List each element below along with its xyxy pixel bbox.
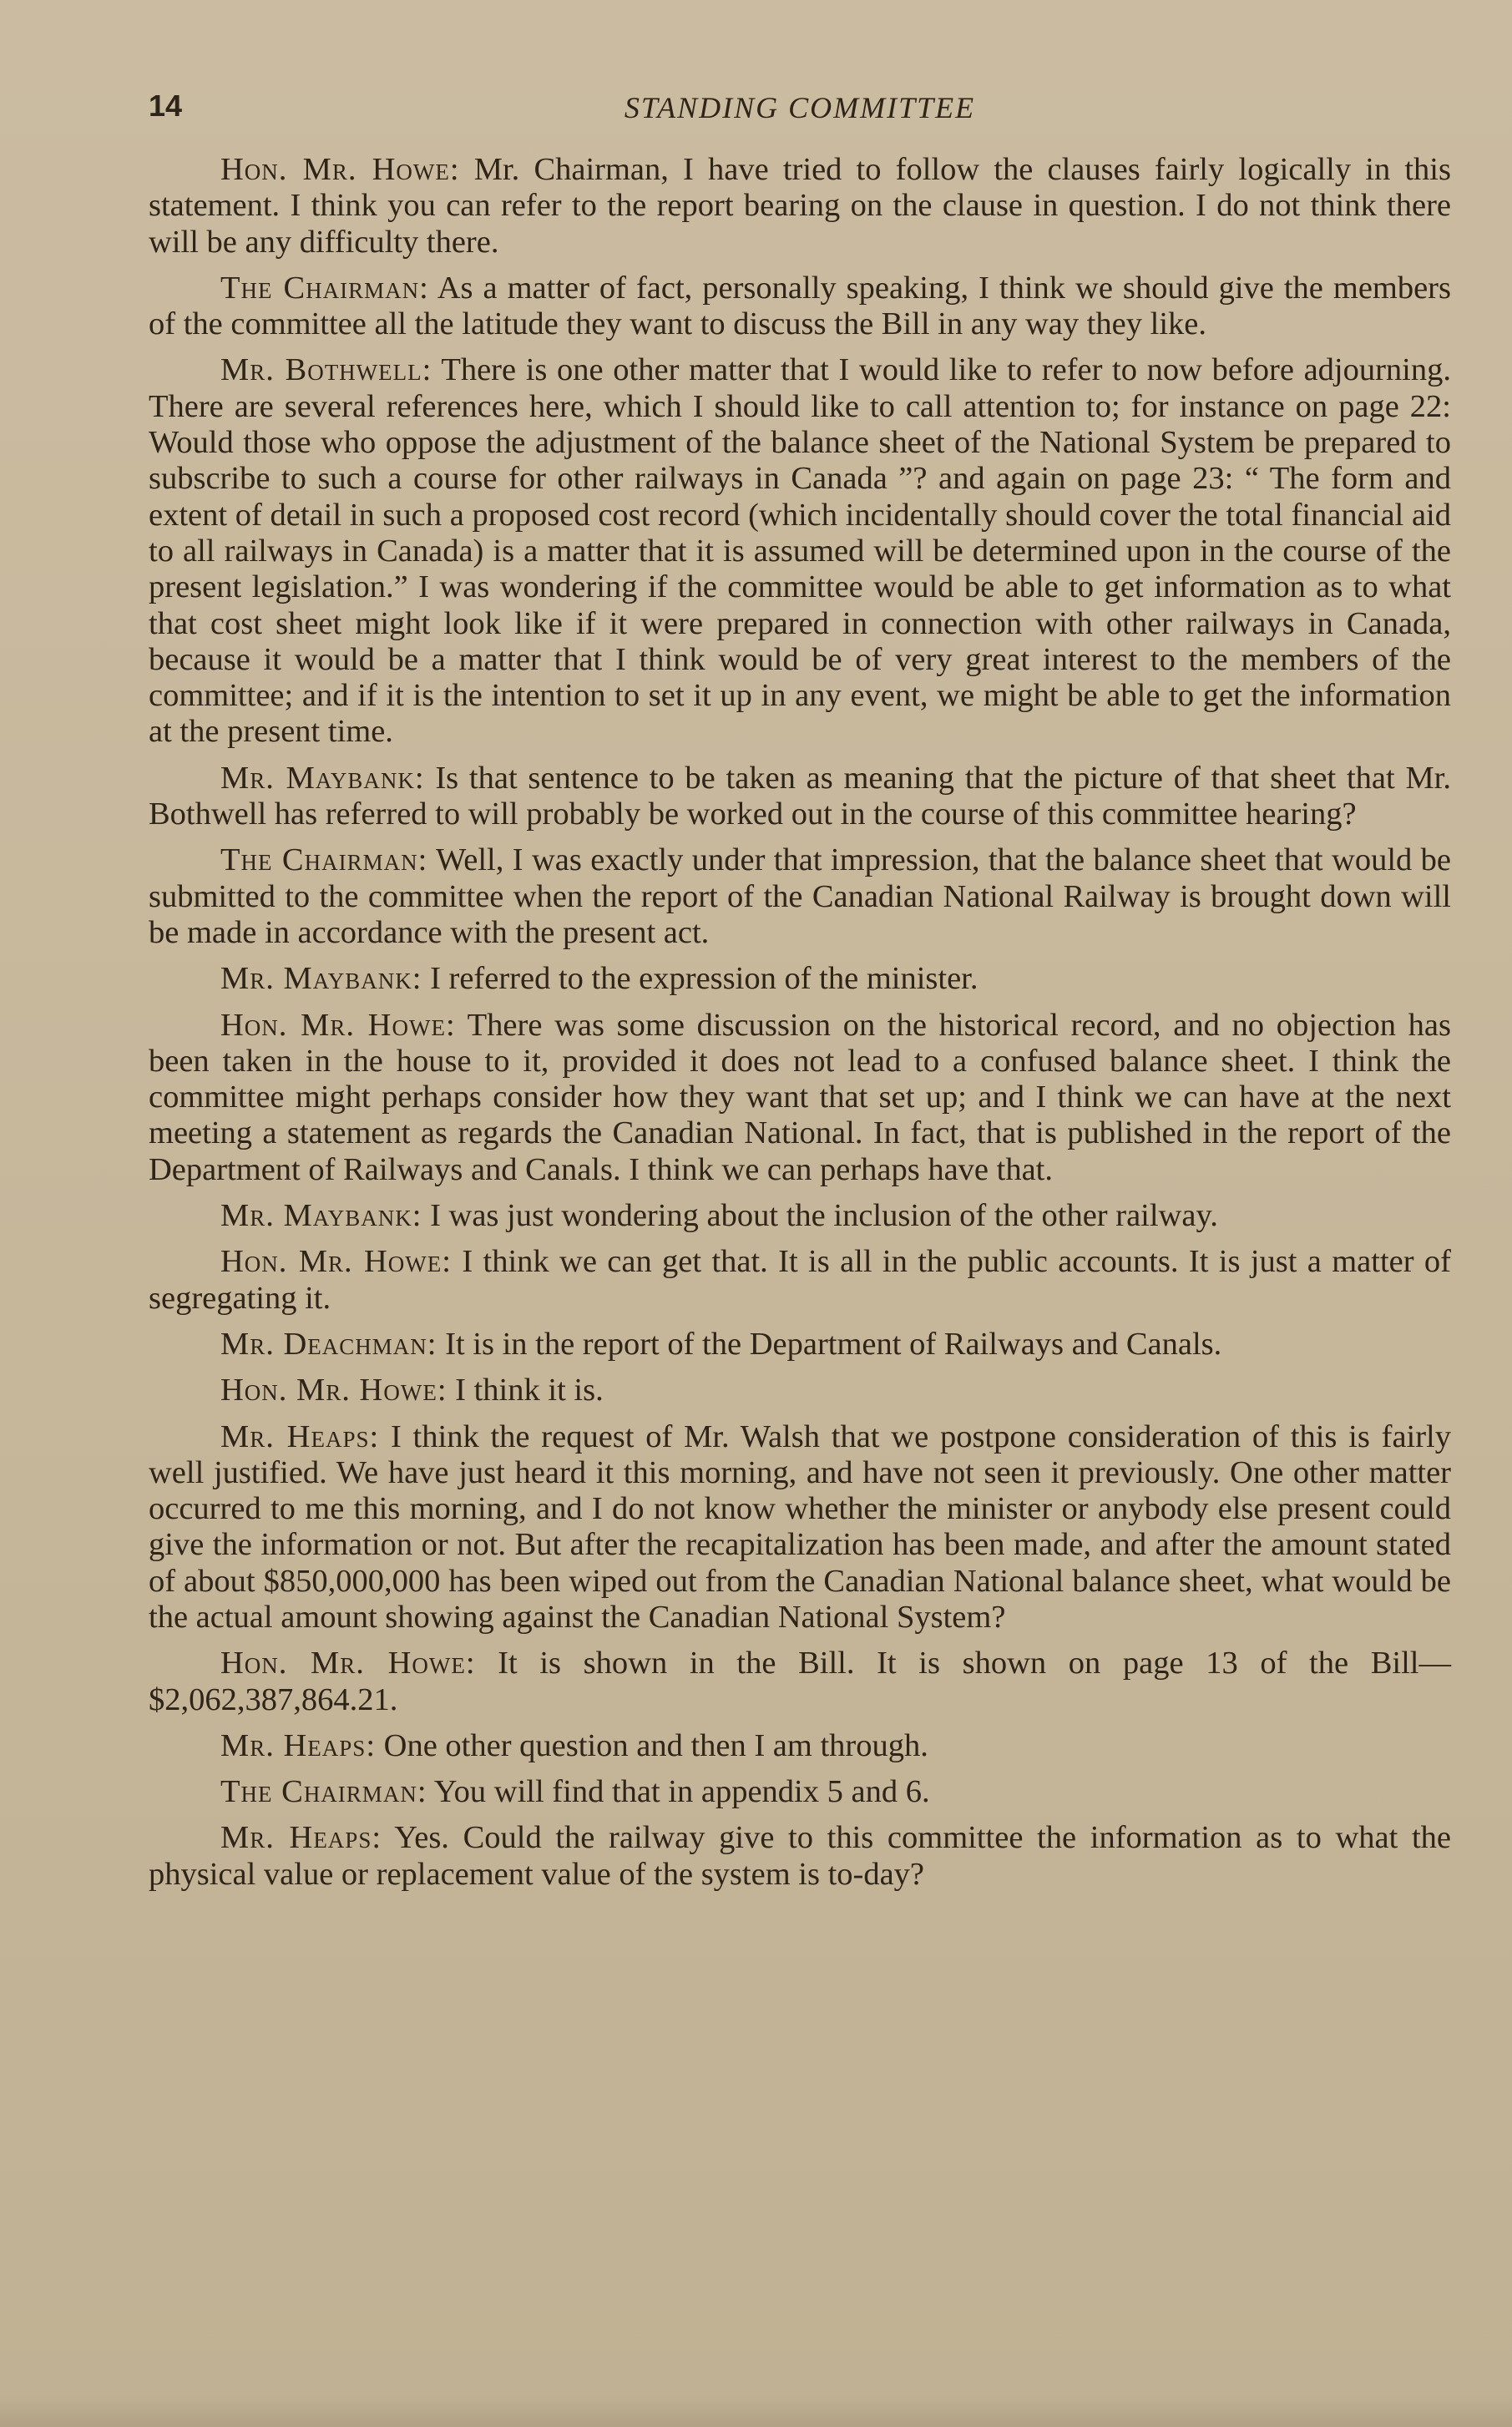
paragraph-text: There is one other matter that I would like to refer to now before adjourning. There are several references here, which I should like to call attention to; for instance on page 22: Would those who oppose the adjustment of the balance sheet of the National System be prepared to subscribe to such a course for other railways in Canada ”? and again on page 23: “ The form and extent of detail in such a proposed cost record (which incidentally should cover the total financial aid to all railways in Canada) is a matter that it is assumed will be determined upon in the course of the present legislation.” I was wondering if the committee would be able to get information as to what that cost sheet might look like if it were prepared in connection with other railways in Canada, because it would be a matter that I think would be of very great interest to the members of the committee; and if it is the intention to set it up in any event, we might be able to get the information at the present time.: [149, 352, 1451, 750]
paragraph: [149, 1728, 1451, 1764]
paragraph: [149, 1774, 1451, 1810]
paragraph: [149, 1820, 1451, 1893]
paragraph: [149, 1373, 1451, 1408]
paragraph: [149, 1198, 1451, 1234]
speaker-name: Hon. Mr. Howe:: [220, 1244, 452, 1280]
page-bottom-shadow: [0, 2394, 1512, 2427]
paragraph-text: It is in the report of the Department of Railways and Canals.: [445, 1326, 1222, 1362]
transcript-body: [149, 152, 1451, 1903]
paragraph-text: I was just wondering about the inclusion of the other railway.: [430, 1198, 1218, 1234]
paragraph: [149, 961, 1451, 997]
paragraph: [149, 271, 1451, 343]
speaker-name: Mr. Maybank:: [220, 1198, 422, 1234]
paragraph-text: Well, I was exactly under that impression, that the balance sheet that would be submitted to the committee when the report of the Canadian National Railway is brought down will be made in accordance with the present act.: [149, 842, 1451, 950]
paragraph-text: Mr. Chairman, I have tried to follow the clauses fairly logically in this statement. I think you can refer to the report bearing on the clause in question. I do not think there will be any difficulty there.: [149, 152, 1451, 260]
speaker-name: Mr. Heaps:: [220, 1418, 380, 1454]
speaker-name: Mr. Bothwell:: [220, 352, 432, 388]
speaker-name: Mr. Deachman:: [220, 1326, 437, 1362]
speaker-name: Hon. Mr. Howe:: [220, 1007, 456, 1043]
paragraph: [149, 1646, 1451, 1718]
paragraph: [149, 842, 1451, 951]
speaker-name: The Chairman:: [220, 842, 428, 878]
running-title: STANDING COMMITTEE: [624, 91, 976, 124]
paragraph-text: I think we can get that. It is all in the public accounts. It is just a matter of segregating it.: [149, 1244, 1451, 1316]
paragraph: [149, 1419, 1451, 1636]
paragraph: [149, 1008, 1451, 1188]
paragraph-text: I think it is.: [455, 1373, 604, 1408]
speaker-name: The Chairman:: [220, 270, 429, 306]
paragraph-text: There was some discussion on the historical record, and no objection has been taken in the house to it, provided it does not lead to a confused balance sheet. I think the committee might perhaps consider how they want that set up; and I think we can have at the next meeting a statement as regards the Canadian National. In fact, that is published in the report of the Department of Railways and Canals. I think we can perhaps have that.: [149, 1007, 1451, 1187]
paragraph: [149, 1244, 1451, 1317]
speaker-name: Hon. Mr. Howe:: [220, 1646, 476, 1681]
speaker-name: Mr. Heaps:: [220, 1727, 377, 1763]
page-header: [149, 83, 1451, 134]
paragraph-text: Yes. Could the railway give to this committee the information as to what the physical value or replacement value of the system is to-day?: [149, 1820, 1452, 1892]
paragraph-text: It is shown in the Bill. It is shown on page 13 of the Bill—$2,062,387,864.21.: [149, 1646, 1451, 1717]
paragraph-text: Is that sentence to be taken as meaning that the picture of that sheet that Mr. Bothwell has referred to will probably be worked out in the course of this committee hearing?: [149, 760, 1452, 832]
speaker-name: Mr. Maybank:: [220, 760, 425, 796]
paragraph-text: You will find that in appendix 5 and 6.: [433, 1774, 930, 1810]
paragraph: [149, 1327, 1451, 1363]
paragraph-text: I referred to the expression of the minister.: [430, 961, 979, 997]
paragraph: [149, 352, 1451, 750]
speaker-name: Hon. Mr. Howe:: [220, 1373, 448, 1408]
page-number: 14: [149, 88, 183, 123]
paragraph: [149, 761, 1451, 833]
speaker-name: The Chairman:: [220, 1774, 427, 1810]
paragraph-text: I think the request of Mr. Walsh that we postpone consideration of this is fairly well justified. We have just heard it this morning, and have not seen it previously. One other matter occurred to me this morning, and I do not know whether the minister or anybody else present could give the information or not. But after the recapitalization has been made, and after the amount stated of about $850,000,000 has been wiped out from the Canadian National balance sheet, what would be the actual amount showing against the Canadian National System?: [149, 1418, 1451, 1635]
speaker-name: Hon. Mr. Howe:: [220, 152, 460, 187]
paragraph-text: One other question and then I am through.: [383, 1727, 928, 1763]
speaker-name: Mr. Maybank:: [220, 961, 422, 997]
paragraph: [149, 152, 1451, 260]
paragraph-text: As a matter of fact, personally speaking, I think we should give the members of the committee all the latitude they want to discuss the Bill in any way they like.: [149, 270, 1451, 342]
speaker-name: Mr. Heaps:: [220, 1820, 382, 1856]
